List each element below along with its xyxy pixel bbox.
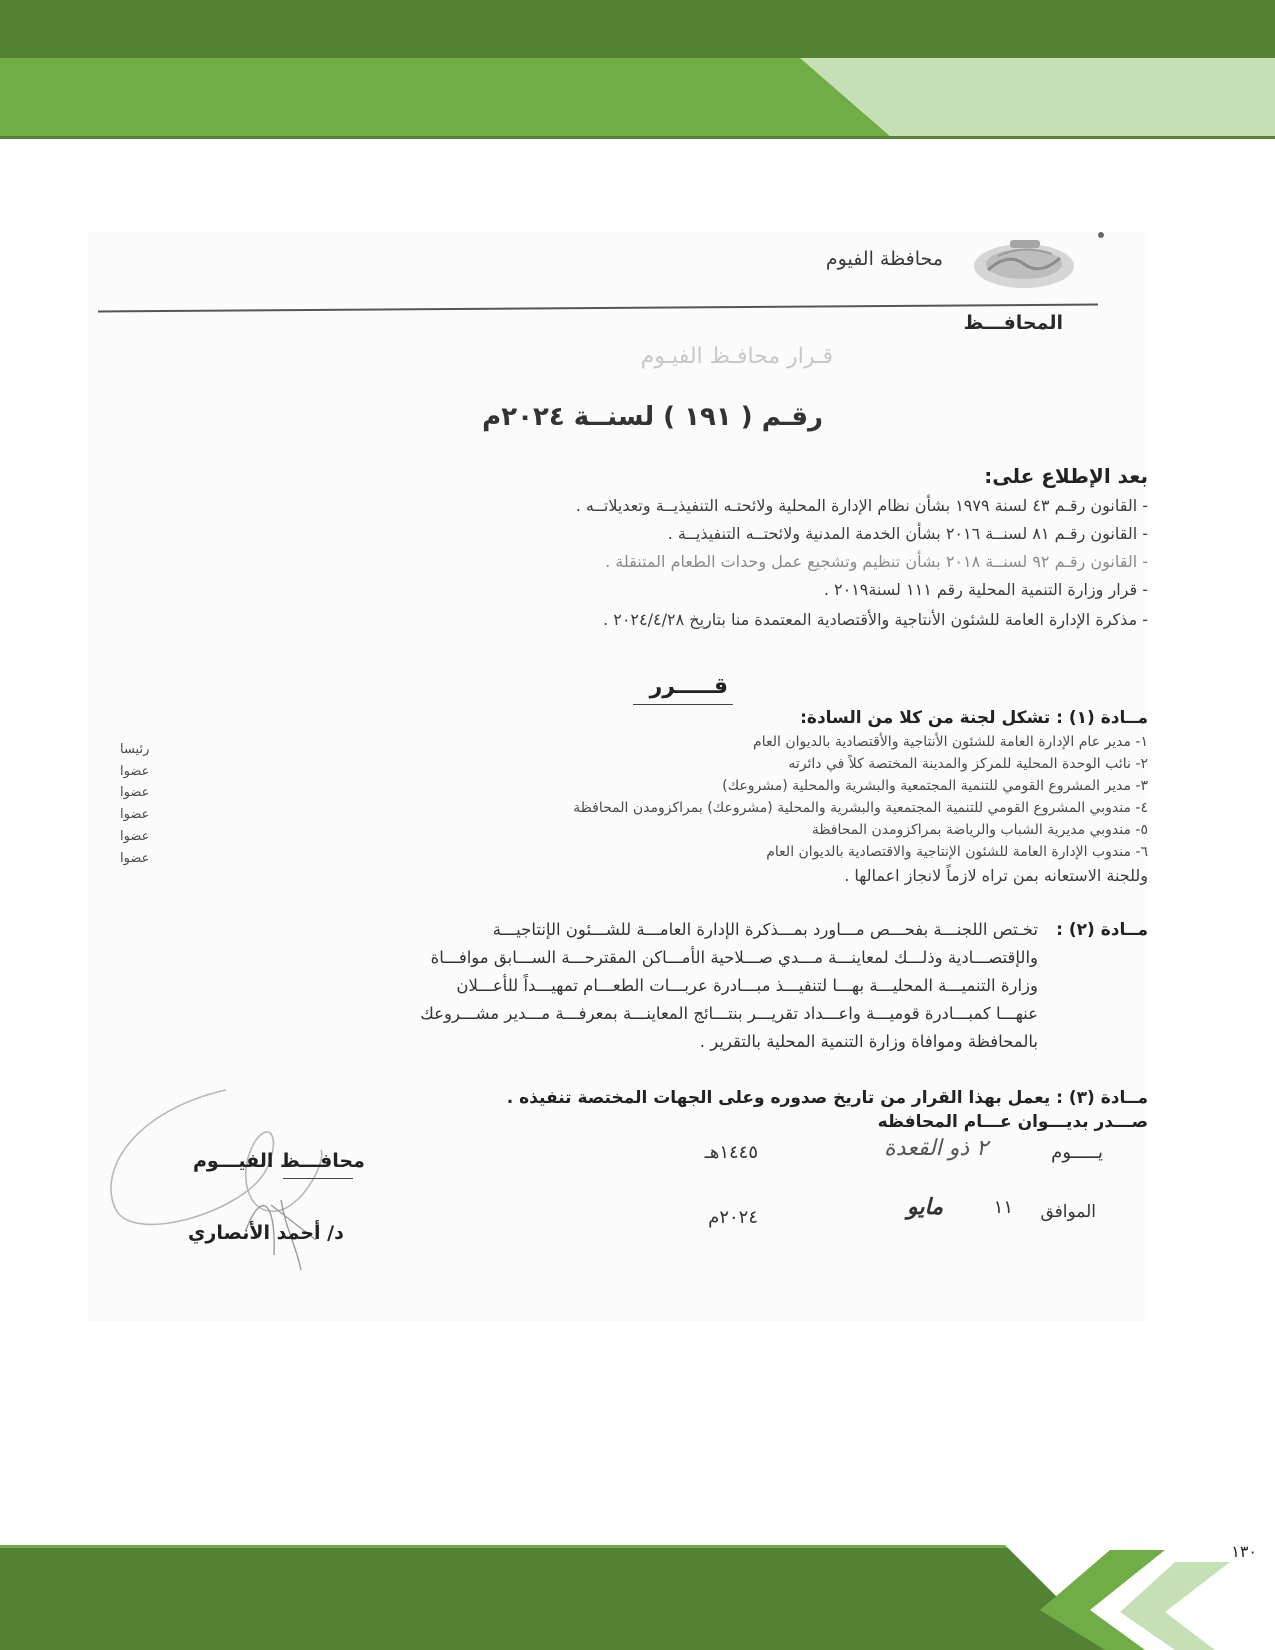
header-divider xyxy=(98,304,1098,313)
article3-text: مــادة (٣) : يعمل بهذا القرار من تاريخ صدوره وعلى الجهات المختصة تنفيذه . xyxy=(506,1088,1148,1108)
signature-underline xyxy=(283,1178,353,1179)
preamble-item: - القانون رقـم ٤٣ لسنة ١٩٧٩ بشأن نظام الإدارة المحلية ولائحتـه التنفيذيــة وتعديلاتــه . xyxy=(575,496,1148,515)
article1-heading: مــادة (١) : تشكل لجنة من كلا من السادة: xyxy=(800,708,1148,728)
member-role: عضوا xyxy=(120,785,150,800)
governor-name: د/ أحمد الأنصاري xyxy=(188,1222,344,1244)
article2-label: مــادة (٢) : xyxy=(1056,920,1148,940)
decision-heading: قـــــرر xyxy=(649,674,728,699)
decree-number: رقـم ( ١٩١ ) لسنــة ٢٠٢٤م xyxy=(482,402,823,432)
member-role: رئيسا xyxy=(120,742,150,757)
governor-title: محافـــظ الفيـــوم xyxy=(193,1150,365,1172)
scan-mark xyxy=(1098,232,1104,238)
handwritten-signature xyxy=(96,1080,416,1280)
committee-member: ١- مدير عام الإدارة العامة للشئون الأنتاجية والأقتصادية بالديوان العام xyxy=(753,734,1148,750)
footer-band xyxy=(0,1540,1275,1650)
page-number: ١٣٠ xyxy=(1231,1542,1257,1561)
committee-member: ٥- مندوبي مديرية الشباب والرياضة بمراكزومدن المحافظة xyxy=(811,822,1148,838)
decision-underline xyxy=(633,704,733,705)
hijri-date-handwritten: ٢ ذو القعدة xyxy=(884,1136,988,1161)
governorate-name: محافظة الفيوم xyxy=(825,248,943,270)
gregorian-year: ٢٠٢٤م xyxy=(708,1207,758,1228)
gregorian-day: ١١ xyxy=(993,1197,1013,1218)
article2-line: تخـتص اللجنـــة بفحـــص مـــاورد بمـــذكرة الإدارة العامـــة للشـــئون الإنتاجيـــة xyxy=(492,920,1038,939)
header-band xyxy=(0,0,1275,140)
governorate-seal-icon xyxy=(968,234,1080,294)
committee-member: ٢- نائب الوحدة المحلية للمركز والمدينة المختصة كلاً في دائرته xyxy=(788,756,1148,772)
member-role: عضوا xyxy=(120,851,150,866)
document-scan xyxy=(88,232,1148,1322)
article2-line: بالمحافظة وموافاة وزارة التنمية المحلية بالتقرير . xyxy=(699,1032,1038,1051)
committee-member: ٤- مندوبي المشروع القومي للتنمية المجتمعية والبشرية والمحلية (مشروعك) بمراكزومدن المحافظة xyxy=(573,800,1148,816)
date-day-label: يـــــوم xyxy=(1051,1142,1103,1163)
corresponding-label: الموافق xyxy=(1040,1202,1096,1222)
article2-line: وزارة التنميـــة المحليـــة بهـــا لتنفيـــذ مبـــادرة عربـــات الطعـــام تمهيـــداً للأعـــلان xyxy=(456,976,1038,995)
article1-closing: وللجنة الاستعانه بمن تراه لازماً لانجاز اعمالها . xyxy=(844,866,1148,885)
header-dark-strip xyxy=(0,0,1275,58)
article2-line: عنهـــا كمبـــادرة قوميـــة واعـــداد تقريـــر بنتـــائج المعاينـــة بمعرفـــة مـــدير مشـــروعك xyxy=(420,1004,1038,1023)
member-role: عضوا xyxy=(120,764,150,779)
preamble-item: - القانون رقـم ٨١ لسنــة ٢٠١٦ بشأن الخدمة المدنية ولائحتــه التنفيذيــة . xyxy=(667,524,1148,543)
preamble-heading: بعد الإطلاع على: xyxy=(984,464,1148,488)
preamble-item: - القانون رقـم ٩٢ لسنــة ٢٠١٨ بشأن تنظيم وتشجيع عمل وحدات الطعام المتنقلة . xyxy=(605,552,1148,571)
member-role: عضوا xyxy=(120,807,150,822)
faded-decree-title: قـرار محافـظ الفيـوم xyxy=(640,344,833,369)
hijri-year: ١٤٤٥هـ xyxy=(704,1142,758,1163)
issued-at: صـــدر بديـــوان عـــام المحافظه xyxy=(877,1112,1148,1132)
committee-member: ٦- مندوب الإدارة العامة للشئون الإنتاجية والاقتصادية بالديوان العام xyxy=(766,844,1148,860)
gregorian-month-handwritten: مايو xyxy=(907,1194,943,1220)
committee-member: ٣- مدير المشروع القومي للتنمية المجتمعية والبشرية والمحلية (مشروعك) xyxy=(722,778,1148,794)
preamble-item: - مذكرة الإدارة العامة للشئون الأنتاجية والأقتصادية المعتمدة منا بتاريخ ٢٠٢٤/٤/٢٨ . xyxy=(603,610,1148,629)
article2-line: والإقتصـــادية وذلـــك لمعاينـــة مـــدي صـــلاحية الأمـــاكن المقترحـــة الســـابق موافـــاة xyxy=(430,948,1038,967)
governor-label: المحافـــظ xyxy=(963,312,1063,334)
member-role: عضوا xyxy=(120,829,150,844)
preamble-item: - قرار وزارة التنمية المحلية رقم ١١١ لسنة٢٠١٩ . xyxy=(823,580,1148,599)
